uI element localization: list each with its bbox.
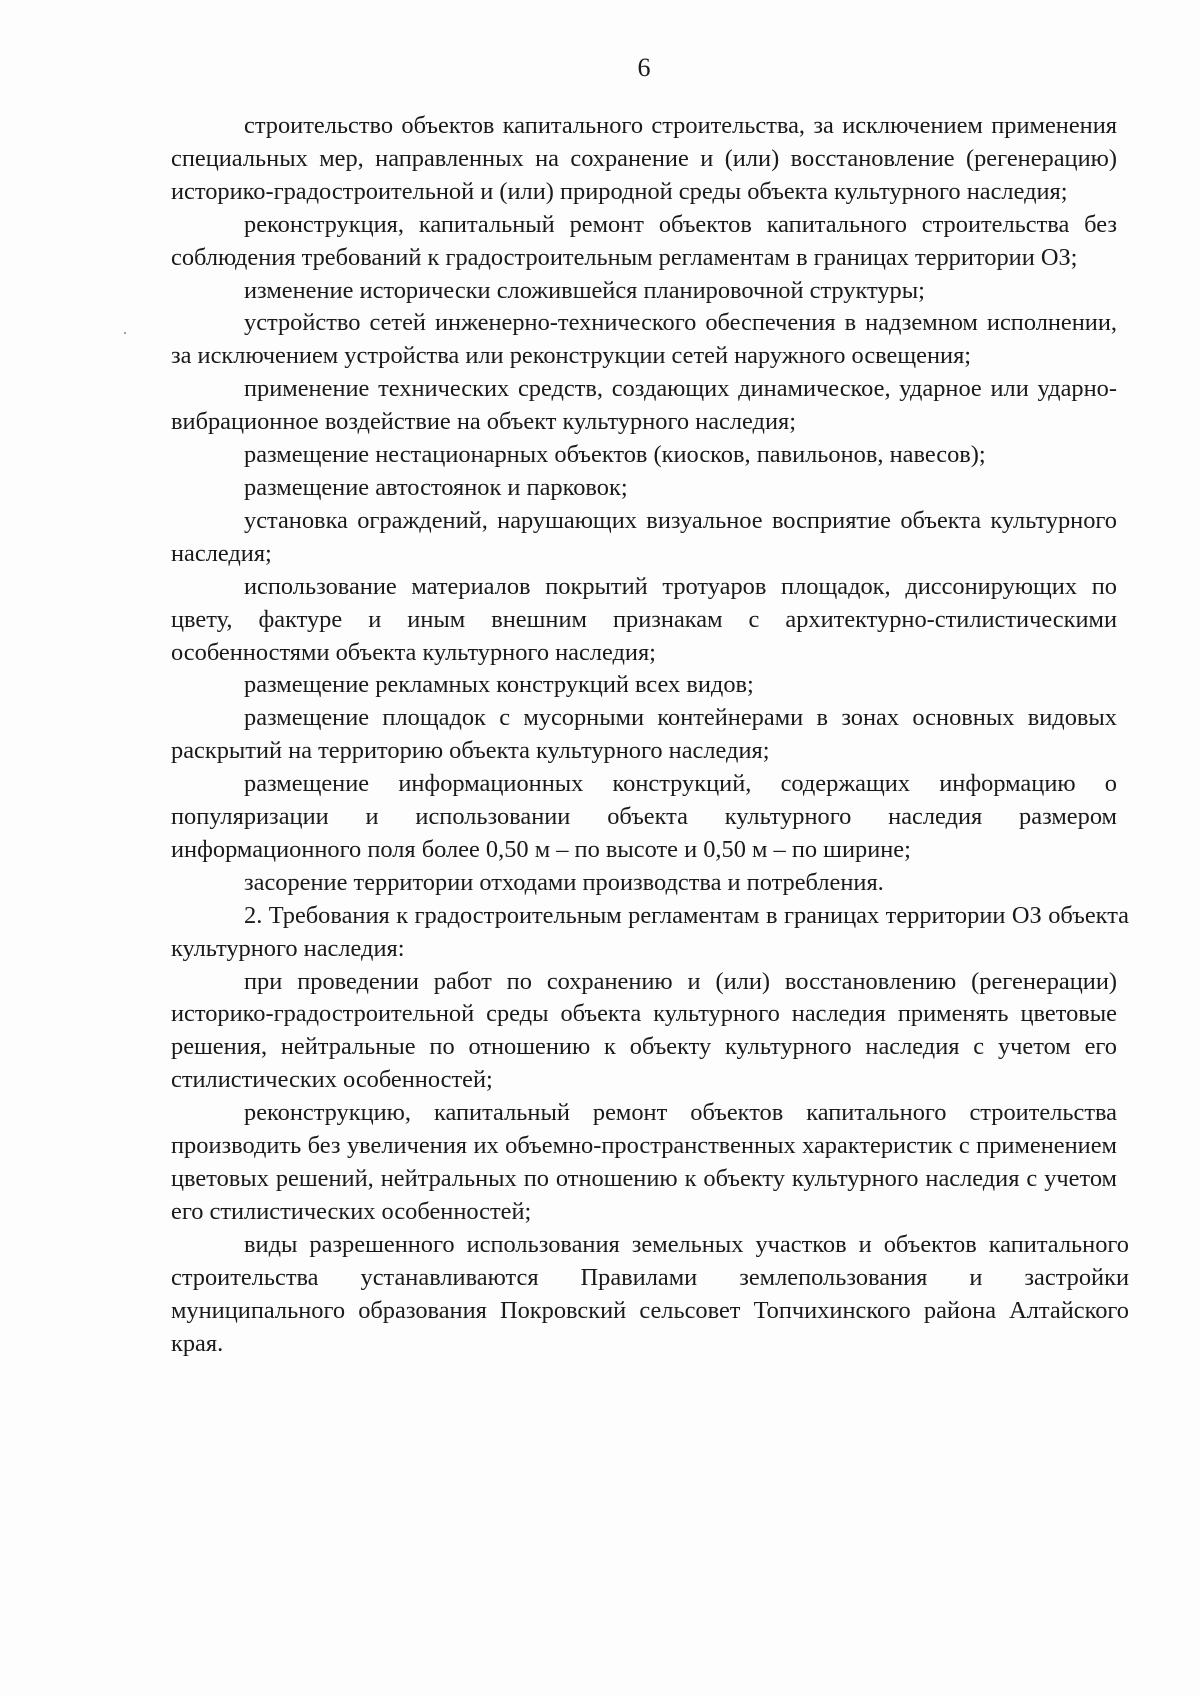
paragraph: изменение исторически сложившейся планировочной структуры; [244,276,925,304]
scan-speck [124,332,126,334]
paragraph: использование материалов покрытий тротуаров площадок, диссонирующих по цвету, фактуре и иным внешним признакам с архитектурно-стилистическими особенностями объекта культурного наследия; [171,572,1117,666]
page-number: 6 [637,53,651,82]
paragraph: установка ограждений, нарушающих визуальное восприятие объекта культурного наследия; [171,506,1117,567]
paragraph: размещение рекламных конструкций всех видов; [244,671,754,699]
section-heading-paragraph: 2. Требования к градостроительным регламентам в границах территории ОЗ объекта культурного наследия: [171,901,1129,962]
paragraph: размещение нестационарных объектов (киосков, павильонов, навесов); [244,441,986,469]
paragraph: реконструкция, капитальный ремонт объектов капитального строительства без соблюдения требований к градостроительным регламентам в границах территории ОЗ; [171,210,1117,271]
document-body [171,110,1129,1360]
paragraph: размещение площадок с мусорными контейнерами в зонах основных видовых раскрытий на территорию объекта культурного наследия; [171,704,1117,765]
paragraph: реконструкцию, капитальный ремонт объектов капитального строительства производить без увеличения их объемно-пространственных характеристик с применением цветовых решений, нейтральных по отношению к объекту культурного наследия с учетом его стилистических особенностей; [171,1099,1117,1225]
paragraph: размещение информационных конструкций, содержащих информацию о популяризации и использовании объекта культурного наследия размером информационного поля более 0,50 м – по высоте и 0,50 м – по ширине; [171,770,1117,863]
paragraph: засорение территории отходами производства и потребления. [244,868,884,896]
paragraph: применение технических средств, создающих динамическое, ударное или ударно-вибрационное воздействие на объект культурного наследия; [171,375,1117,436]
paragraph: размещение автостоянок и парковок; [244,473,628,501]
paragraph: строительство объектов капитального строительства, за исключением применения специальных мер, направленных на сохранение и (или) восстановление (регенерацию) историко-градостроительной и (или) природной среды объекта культурного наследия; [171,112,1117,205]
paragraph: при проведении работ по сохранению и (или) восстановлению (регенерации) историко-градостроительной среды объекта культурного наследия применять цветовые решения, нейтральные по отношению к объекту культурного наследия с учетом его стилистических особенностей; [171,967,1117,1094]
paragraph: устройство сетей инженерно-технического обеспечения в надземном исполнении, за исключением устройства или реконструкции сетей наружного освещения; [171,309,1117,370]
paragraph: виды разрешенного использования земельных участков и объектов капитального строительства устанавливаются Правилами землепользования и застройки муниципального образования Покровский сельсовет Топчихинского района Алтайского края. [171,1230,1129,1357]
